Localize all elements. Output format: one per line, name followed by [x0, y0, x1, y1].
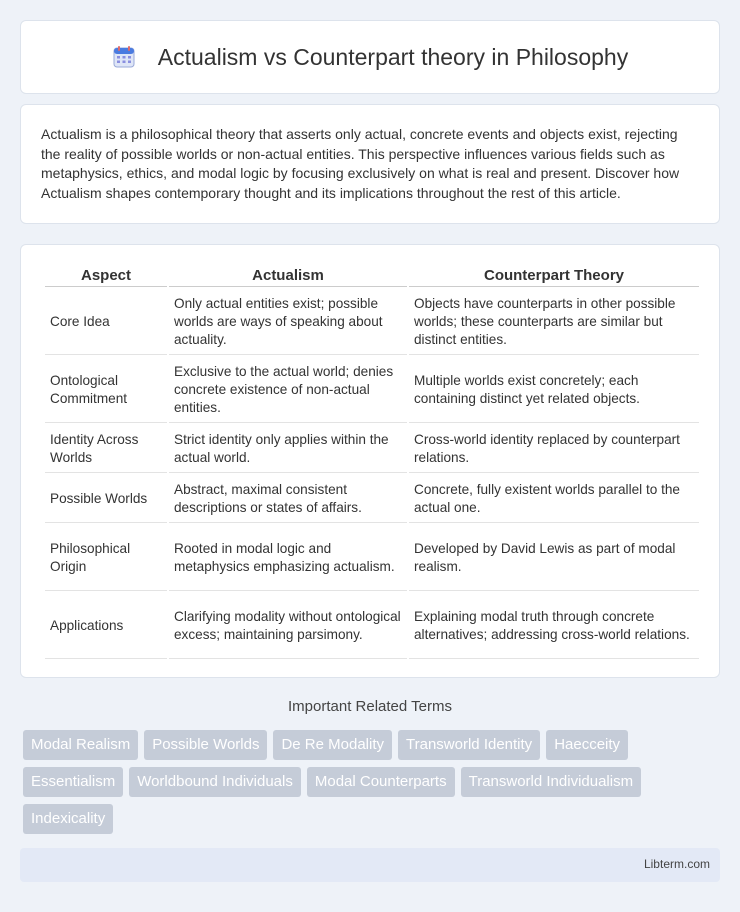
table-row: [45, 475, 699, 523]
column-header: Actualism: [169, 263, 407, 287]
table-cell: Concrete, fully existent worlds parallel to the actual one.: [409, 475, 699, 523]
related-term-tag[interactable]: De Re Modality: [273, 730, 392, 760]
header: [112, 44, 628, 71]
table-cell: Core Idea: [45, 289, 167, 355]
related-term-tag[interactable]: Essentialism: [23, 767, 123, 797]
column-header: Counterpart Theory: [409, 263, 699, 287]
related-term-tag[interactable]: Possible Worlds: [144, 730, 267, 760]
table-row: [45, 357, 699, 423]
intro-card: [20, 104, 720, 224]
calendar-icon: [112, 45, 136, 69]
table-cell: Objects have counterparts in other possible worlds; these counterparts are similar but distinct entities.: [409, 289, 699, 355]
table-row: [45, 425, 699, 473]
related-term-tag[interactable]: Haecceity: [546, 730, 628, 760]
table-cell: Exclusive to the actual world; denies concrete existence of non-actual entities.: [169, 357, 407, 423]
comparison-table: [43, 261, 701, 661]
table-cell: Abstract, maximal consistent descriptions or states of affairs.: [169, 475, 407, 523]
table-cell: Clarifying modality without ontological excess; maintaining parsimony.: [169, 593, 407, 659]
related-term-tag[interactable]: Modal Realism: [23, 730, 138, 760]
intro-text: Actualism is a philosophical theory that asserts only actual, concrete events and objects exist, rejecting the reality of possible worlds or non-actual entities. This perspective influences various fields such as metaphysics, ethics, and modal logic by focusing exclusively on what is real and present. Discover how Actualism shapes contemporary thought and its implications throughout the rest of this article.: [41, 126, 680, 201]
page-title: Actualism vs Counterpart theory in Philosophy: [157, 43, 629, 70]
related-term-tag[interactable]: Transworld Individualism: [461, 767, 642, 797]
related-term-tag[interactable]: Modal Counterparts: [307, 767, 455, 797]
table-cell: Developed by David Lewis as part of modal realism.: [409, 525, 699, 591]
table-row: [45, 593, 699, 659]
table-cell: Identity Across Worlds: [45, 425, 167, 473]
table-cell: Ontological Commitment: [45, 357, 167, 423]
related-term-tag[interactable]: Transworld Identity: [398, 730, 540, 760]
table-cell: Philosophical Origin: [45, 525, 167, 591]
table-row: [45, 289, 699, 355]
related-terms-list: [23, 730, 723, 834]
related-terms-title: Important Related Terms: [288, 698, 452, 715]
table-cell: Explaining modal truth through concrete alternatives; addressing cross-world relations.: [409, 593, 699, 659]
table-row: [45, 525, 699, 591]
related-term-tag[interactable]: Indexicality: [23, 804, 113, 834]
footer-site-link[interactable]: Libterm.com: [643, 857, 710, 871]
table-cell: Possible Worlds: [45, 475, 167, 523]
table-header-row: [45, 263, 699, 287]
comparison-card: [20, 244, 720, 678]
column-header: Aspect: [45, 263, 167, 287]
related-term-tag[interactable]: Worldbound Individuals: [129, 767, 301, 797]
table-cell: Strict identity only applies within the actual world.: [169, 425, 407, 473]
footer: [20, 848, 720, 882]
header-card: [20, 20, 720, 94]
table-cell: Multiple worlds exist concretely; each containing distinct yet related objects.: [409, 357, 699, 423]
table-cell: Applications: [45, 593, 167, 659]
table-cell: Only actual entities exist; possible worlds are ways of speaking about actuality.: [169, 289, 407, 355]
table-cell: Cross-world identity replaced by counterpart relations.: [409, 425, 699, 473]
table-cell: Rooted in modal logic and metaphysics emphasizing actualism.: [169, 525, 407, 591]
